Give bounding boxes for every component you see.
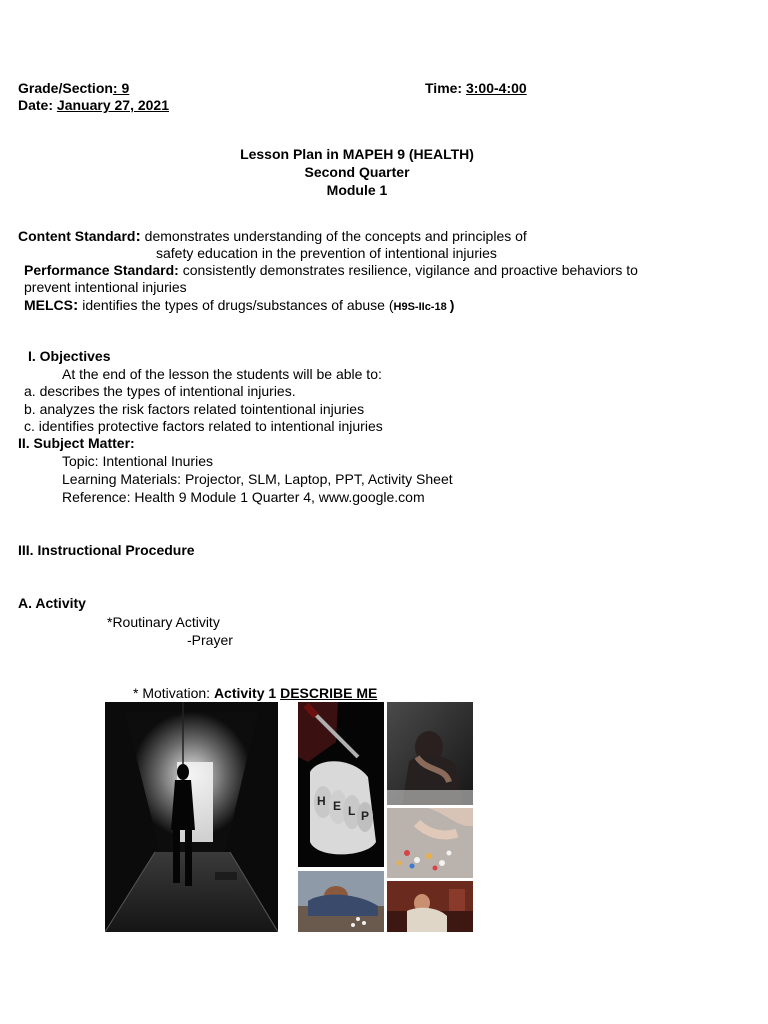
objective-item: a. describes the types of intentional injuries. — [24, 383, 296, 399]
distressed-person-photo — [387, 702, 473, 805]
procedure-heading: III. Instructional Procedure — [18, 542, 195, 558]
subject-reference: Reference: Health 9 Module 1 Quarter 4, www.google.com — [62, 489, 425, 505]
pills-graphic — [387, 808, 473, 878]
time-value: 3:00-4:00 — [465, 80, 527, 96]
content-standard-text-2: safety education in the prevention of intentional injuries — [156, 245, 497, 261]
performance-standard-text-2: prevent intentional injuries — [24, 279, 187, 295]
red-room-graphic — [387, 881, 473, 932]
subject-topic: Topic: Intentional Inuries — [62, 453, 213, 469]
pills-photo — [387, 808, 473, 878]
subject-matter-heading: II. Subject Matter: — [18, 435, 135, 451]
objective-item: b. analyzes the risk factors related tointentional injuries — [24, 401, 365, 417]
content-standard-colon: : — [135, 228, 141, 245]
activity-heading: A. Activity — [18, 595, 86, 611]
melcs-line — [24, 297, 454, 316]
motivation-title: DESCRIBE ME — [280, 685, 378, 701]
melcs-code: H9S-IIc-18 — [393, 301, 450, 313]
title-line-1: Lesson Plan in MAPEH 9 (HEALTH) — [240, 146, 474, 162]
help-hand-graphic — [298, 702, 384, 867]
help-letter: H — [317, 794, 326, 808]
motivation-prefix: * Motivation: — [133, 685, 214, 701]
title-line-2: Second Quarter — [304, 164, 410, 180]
prayer-item: -Prayer — [187, 632, 233, 648]
title-line-3: Module 1 — [326, 182, 388, 198]
content-standard-label: Content Standard — [18, 228, 136, 244]
melcs-colon: : — [73, 297, 79, 314]
objective-item: c. identifies protective factors related to intentional injuries — [24, 418, 383, 434]
routinary-activity: *Routinary Activity — [107, 614, 220, 630]
grade-label: Grade/Section — [18, 80, 113, 96]
person-on-table-graphic — [298, 871, 384, 932]
objectives-intro: At the end of the lesson the students will be able to: — [62, 366, 382, 382]
motivation-line — [133, 685, 377, 702]
time-line — [425, 80, 527, 97]
time-label: Time: — [425, 80, 466, 96]
performance-standard-line — [24, 262, 638, 279]
help-letter: L — [348, 804, 356, 818]
objectives-heading: I. Objectives — [28, 348, 111, 364]
content-standard-text-1: demonstrates understanding of the concepts and principles of — [140, 228, 527, 244]
date-line — [18, 97, 169, 114]
performance-standard-label: Performance Standard: — [24, 262, 179, 278]
melcs-close: ) — [449, 297, 455, 313]
hanging-figure-graphic — [105, 702, 278, 932]
grade-value: : 9 — [112, 80, 130, 96]
performance-standard-text-1: consistently demonstrates resilience, vigilance and proactive behaviors to — [178, 262, 638, 278]
distressed-person-graphic — [387, 702, 473, 805]
help-hand-photo — [298, 702, 384, 867]
hanging-figure-photo — [105, 702, 278, 932]
melcs-label: MELCS — [24, 297, 73, 313]
grade-section-line — [18, 80, 129, 97]
subject-materials: Learning Materials: Projector, SLM, Laptop, PPT, Activity Sheet — [62, 471, 453, 487]
help-letter: E — [333, 799, 342, 813]
red-room-photo — [387, 881, 473, 932]
date-value: January 27, 2021 — [56, 97, 169, 113]
content-standard-line — [18, 228, 527, 245]
person-on-table-photo — [298, 871, 384, 932]
melcs-text: identifies the types of drugs/substances of abuse ( — [78, 297, 394, 313]
date-label: Date: — [18, 97, 57, 113]
motivation-activity: Activity 1 — [213, 685, 281, 701]
help-letter: P — [361, 809, 370, 823]
